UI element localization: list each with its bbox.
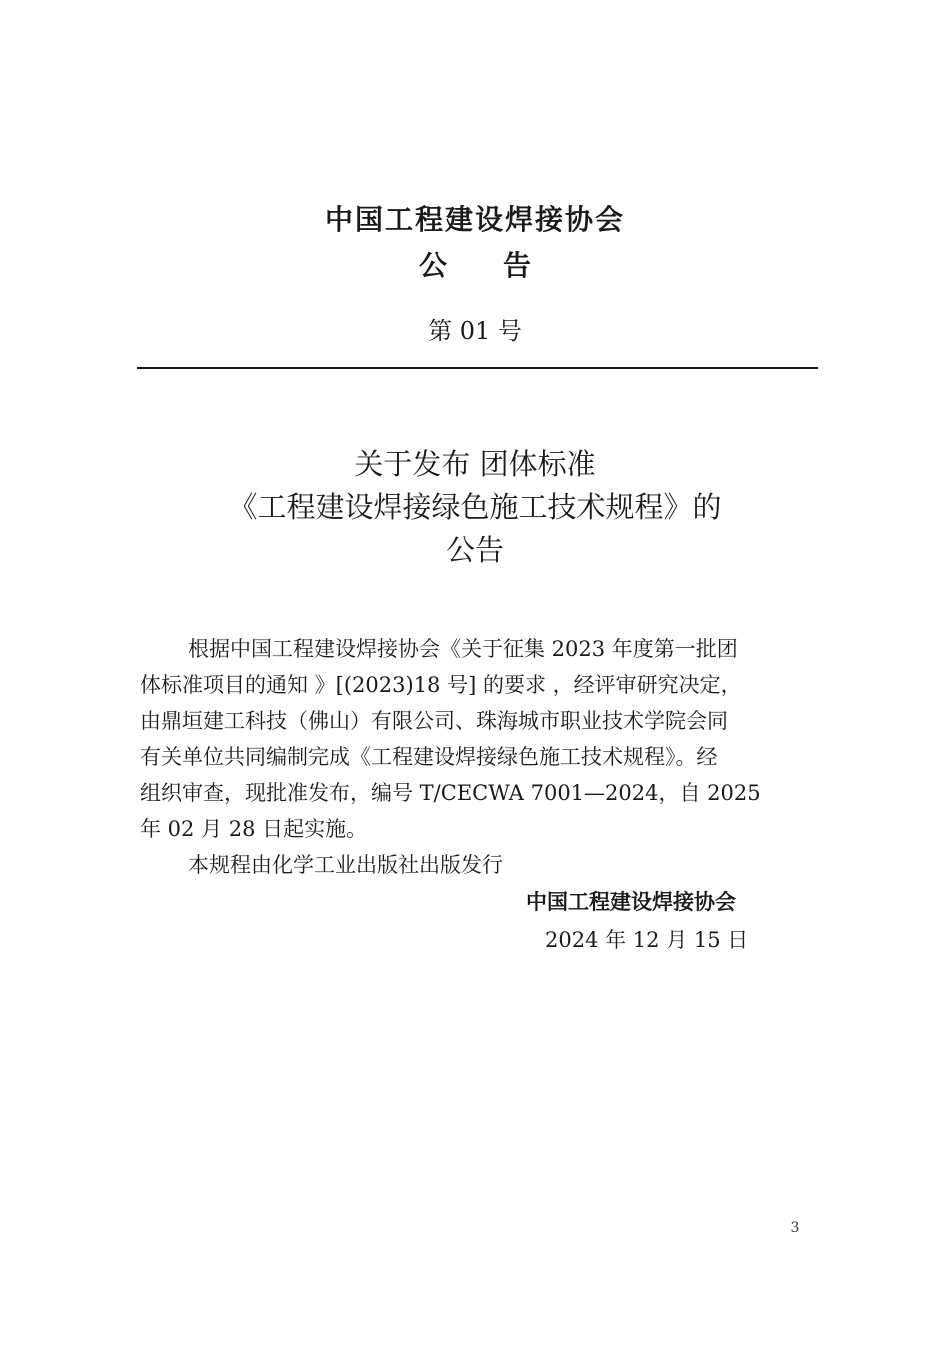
body-line: 体标准项目的通知 》[(2023)18 号] 的要求 ，经评审研究决定， — [140, 673, 742, 697]
title-line: 关于发布 团体标准 — [354, 447, 596, 481]
issuer-name: 中国工程建设焊接协会 — [324, 203, 625, 236]
body-line: 有关单位共同编制完成《工程建设焊接绿色施工技术规程》。经 — [140, 745, 718, 769]
signature-organization: 中国工程建设焊接协会 — [526, 890, 736, 914]
signature-date: 2024 年 12 月 15 日 — [545, 928, 749, 952]
header-divider — [137, 367, 818, 369]
page-number: 3 — [790, 1220, 800, 1236]
body-line: 组织审查，现批准发布，编号 T/CECWA 7001—2024，自 2025 — [140, 781, 761, 805]
notice-body — [140, 631, 820, 883]
title-line: 公告 — [445, 533, 504, 567]
body-line: 由鼎垣建工科技（佛山）有限公司、珠海城市职业技术学院会同 — [140, 709, 728, 733]
body-line: 年 02 月 28 日起实施。 — [140, 817, 368, 841]
notice-title — [0, 443, 950, 572]
body-line: 根据中国工程建设焊接协会《关于征集 2023 年度第一批团 — [188, 637, 738, 661]
notice-label: 公 告 — [418, 249, 531, 282]
body-line: 本规程由化学工业出版社出版发行 — [188, 853, 503, 877]
title-line: 《工程建设焊接绿色施工技术规程》的 — [228, 490, 722, 524]
notice-number: 第 01 号 — [428, 317, 522, 345]
